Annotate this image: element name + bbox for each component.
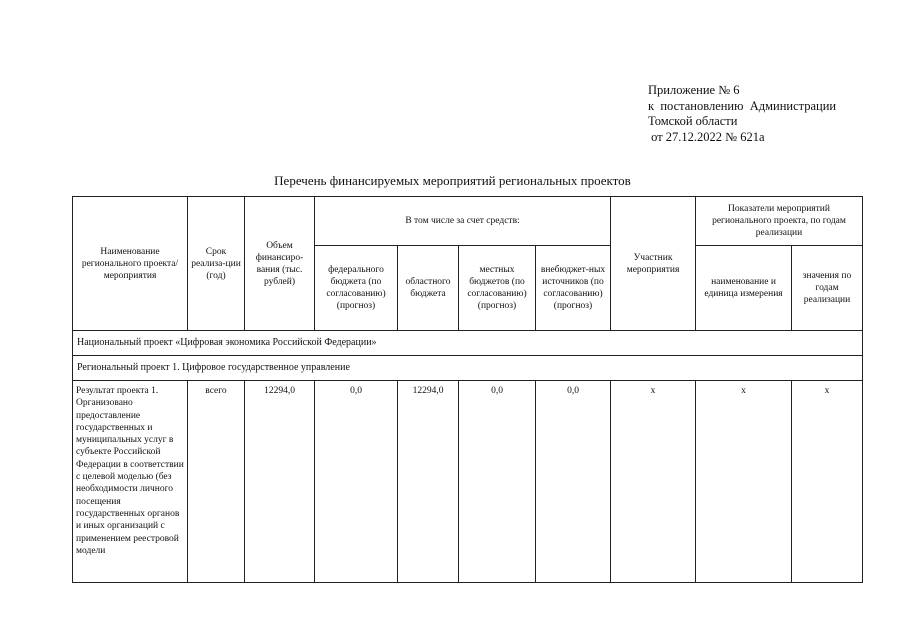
header-row-1 — [73, 197, 863, 246]
regional-project-row — [73, 356, 863, 381]
national-project-row — [73, 331, 863, 356]
header-name: Наименование регионального проекта/мероприятия — [73, 197, 188, 331]
regional-project-cell: Региональный проект 1. Цифровое государственное управление — [73, 356, 863, 381]
result-extra-cell: 0,0 — [536, 381, 611, 583]
result-term-cell: всего — [188, 381, 245, 583]
appendix-block — [648, 83, 836, 145]
appendix-line-3: Томской области — [648, 114, 738, 128]
result-federal-cell: 0,0 — [315, 381, 398, 583]
appendix-line-4: от 27.12.2022 № 621а — [648, 129, 765, 144]
result-volume-cell: 12294,0 — [245, 381, 315, 583]
header-term: Срок реализа-ции (год) — [188, 197, 245, 331]
header-local: местных бюджетов (по согласованию) (прогноз) — [459, 246, 536, 331]
activities-table — [72, 196, 863, 583]
result-participant-cell: х — [611, 381, 696, 583]
result-regional-cell: 12294,0 — [398, 381, 459, 583]
header-indicator-values: значения по годам реализации — [792, 246, 863, 331]
result-indicator-values-cell: х — [792, 381, 863, 583]
header-regional: областного бюджета — [398, 246, 459, 331]
national-project-cell: Национальный проект «Цифровая экономика Российской Федерации» — [73, 331, 863, 356]
result-name-cell: Результат проекта 1. Организовано предоставление государственных и муниципальных услуг в субъекте Российской Федерации в соответствии с целевой моделью (без необходимости личного посещения государственных органов и иных организаций с применением реестровой модели — [73, 381, 188, 583]
result-row — [73, 381, 863, 583]
document-title: Перечень финансируемых мероприятий региональных проектов — [274, 173, 631, 188]
header-federal: федерального бюджета (по согласованию) (прогноз) — [315, 246, 398, 331]
header-participant: Участник мероприятия — [611, 197, 696, 331]
appendix-line-1: Приложение № 6 — [648, 83, 740, 97]
result-indicator-name-cell: х — [696, 381, 792, 583]
header-volume: Объем финансиро-вания (тыс. рублей) — [245, 197, 315, 331]
header-extra: внебюджет-ных источников (по согласованию) (прогноз) — [536, 246, 611, 331]
header-indicators-group: Показатели мероприятий регионального проекта, по годам реализации — [696, 197, 863, 246]
header-sources-group: В том числе за счет средств: — [315, 197, 611, 246]
result-local-cell: 0,0 — [459, 381, 536, 583]
header-indicator-name: наименование и единица измерения — [696, 246, 792, 331]
appendix-line-2: к постановлению Администрации — [648, 98, 837, 113]
